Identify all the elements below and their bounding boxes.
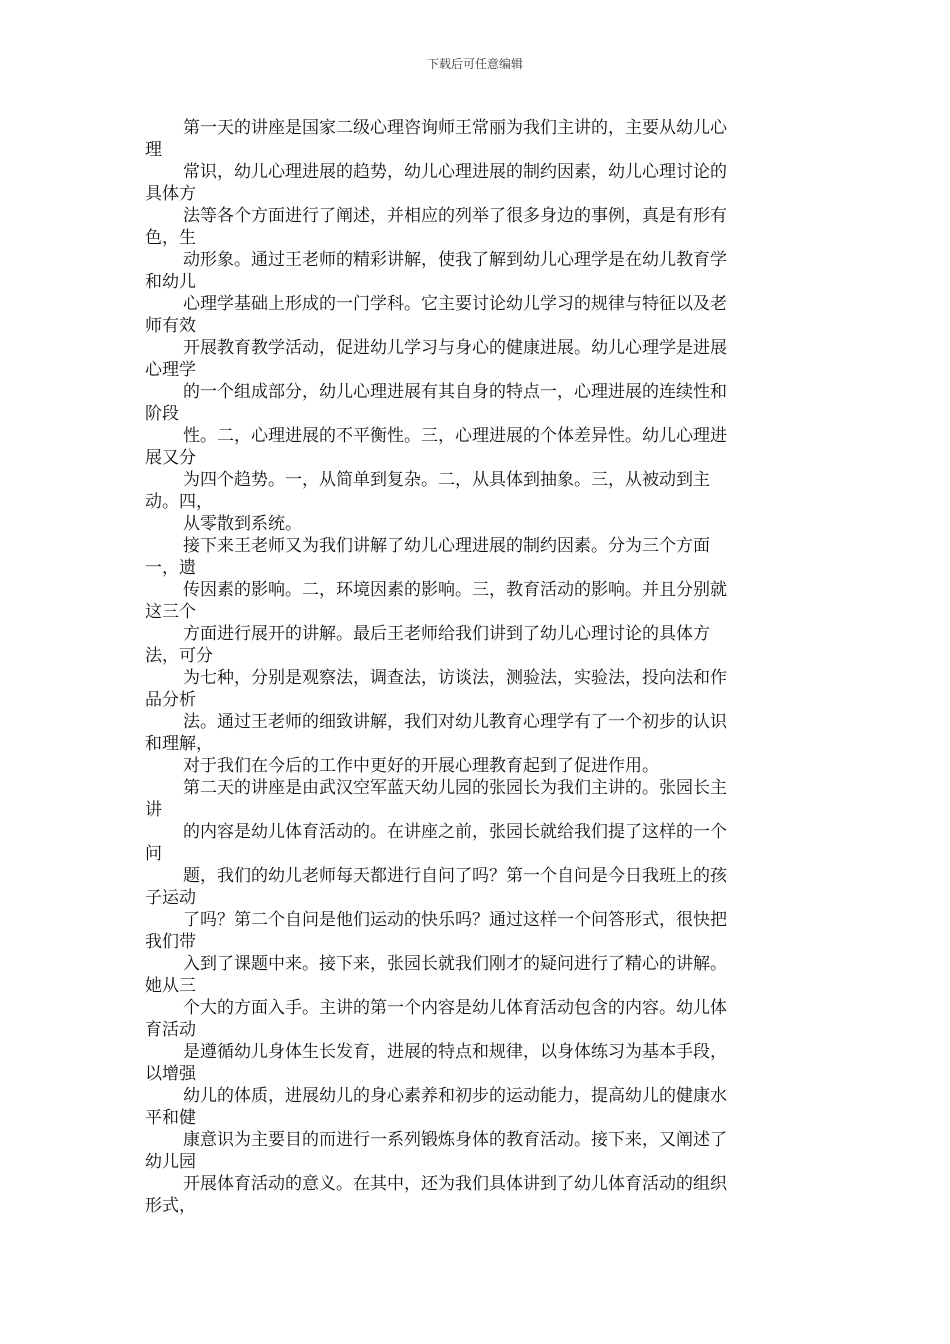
text-line: 理: [145, 140, 162, 160]
text-line: 法等各个方面进行了阐述，并相应的列举了很多身边的事例，真是有形有: [183, 206, 727, 226]
text-line: 入到了课题中来。接下来，张园长就我们刚才的疑问进行了精心的讲解。: [183, 954, 727, 974]
text-line: 了吗？第二个自问是他们运动的快乐吗？通过这样一个问答形式，很快把: [183, 910, 727, 930]
text-line: 的一个组成部分，幼儿心理进展有其自身的特点一，心理进展的连续性和: [183, 382, 727, 402]
text-line: 她从三: [145, 976, 196, 996]
text-line: 传因素的影响。二，环境因素的影响。三，教育活动的影响。并且分别就: [183, 580, 727, 600]
text-line: 康意识为主要目的而进行一系列锻炼身体的教育活动。接下来，又阐述了: [183, 1130, 727, 1150]
text-line: 动形象。通过王老师的精彩讲解，使我了解到幼儿心理学是在幼儿教育学: [183, 250, 727, 270]
text-line: 讲: [145, 800, 162, 820]
text-line: 平和健: [145, 1108, 196, 1128]
text-line: 开展体育活动的意义。在其中，还为我们具体讲到了幼儿体育活动的组织: [183, 1174, 727, 1194]
text-line: 心理学: [145, 360, 196, 380]
document-body: [145, 117, 810, 1217]
text-line: 对于我们在今后的工作中更好的开展心理教育起到了促进作用。: [183, 756, 659, 776]
text-line: 和理解，: [145, 734, 213, 754]
text-line: 法。通过王老师的细致讲解，我们对幼儿教育心理学有了一个初步的认识: [183, 712, 727, 732]
text-line: 色，生: [145, 228, 196, 248]
text-line: 我们带: [145, 932, 196, 952]
text-line: 方面进行展开的讲解。最后王老师给我们讲到了幼儿心理讨论的具体方: [183, 624, 710, 644]
text-line: 幼儿的体质，进展幼儿的身心素养和初步的运动能力，提高幼儿的健康水: [183, 1086, 727, 1106]
page-header-note: 下载后可任意编辑: [426, 57, 523, 71]
text-line: 题，我们的幼儿老师每天都进行自问了吗？第一个自问是今日我班上的孩: [183, 866, 727, 886]
text-line: 为四个趋势。一，从简单到复杂。二，从具体到抽象。三，从被动到主: [183, 470, 710, 490]
text-line: 从零散到系统。: [183, 514, 302, 534]
text-line: 子运动: [145, 888, 196, 908]
text-line: 一，遗: [145, 558, 196, 578]
text-line: 第二天的讲座是由武汉空军蓝天幼儿园的张园长为我们主讲的。张园长主: [183, 778, 727, 798]
text-line: 和幼儿: [145, 272, 196, 292]
text-line: 动。四，: [145, 492, 213, 512]
text-line: 的内容是幼儿体育活动的。在讲座之前，张园长就给我们提了这样的一个: [183, 822, 727, 842]
text-line: 接下来王老师又为我们讲解了幼儿心理进展的制约因素。分为三个方面: [183, 536, 710, 556]
text-line: 阶段: [145, 404, 179, 424]
text-line: 第一天的讲座是国家二级心理咨询师王常丽为我们主讲的，主要从幼儿心: [183, 118, 727, 138]
text-line: 以增强: [145, 1064, 196, 1084]
text-line: 为七种，分别是观察法，调查法，访谈法，测验法，实验法，投向法和作: [183, 668, 727, 688]
text-line: 师有效: [145, 316, 196, 336]
text-line: 品分析: [145, 690, 196, 710]
text-line: 是遵循幼儿身体生长发育，进展的特点和规律，以身体练习为基本手段，: [183, 1042, 727, 1062]
text-line: 性。二，心理进展的不平衡性。三，心理进展的个体差异性。幼儿心理进: [183, 426, 727, 446]
text-line: 育活动: [145, 1020, 196, 1040]
text-line: 展又分: [145, 448, 196, 468]
text-line: 个大的方面入手。主讲的第一个内容是幼儿体育活动包含的内容。幼儿体: [183, 998, 727, 1018]
text-line: 常识，幼儿心理进展的趋势，幼儿心理进展的制约因素，幼儿心理讨论的: [183, 162, 727, 182]
text-line: 具体方: [145, 184, 196, 204]
text-line: 心理学基础上形成的一门学科。它主要讨论幼儿学习的规律与特征以及老: [183, 294, 727, 314]
text-line: 开展教育教学活动，促进幼儿学习与身心的健康进展。幼儿心理学是进展: [183, 338, 727, 358]
text-line: 这三个: [145, 602, 196, 622]
text-line: 幼儿园: [145, 1152, 196, 1172]
text-line: 法，可分: [145, 646, 213, 666]
text-line: 问: [145, 844, 162, 864]
text-line: 形式，: [145, 1196, 196, 1216]
